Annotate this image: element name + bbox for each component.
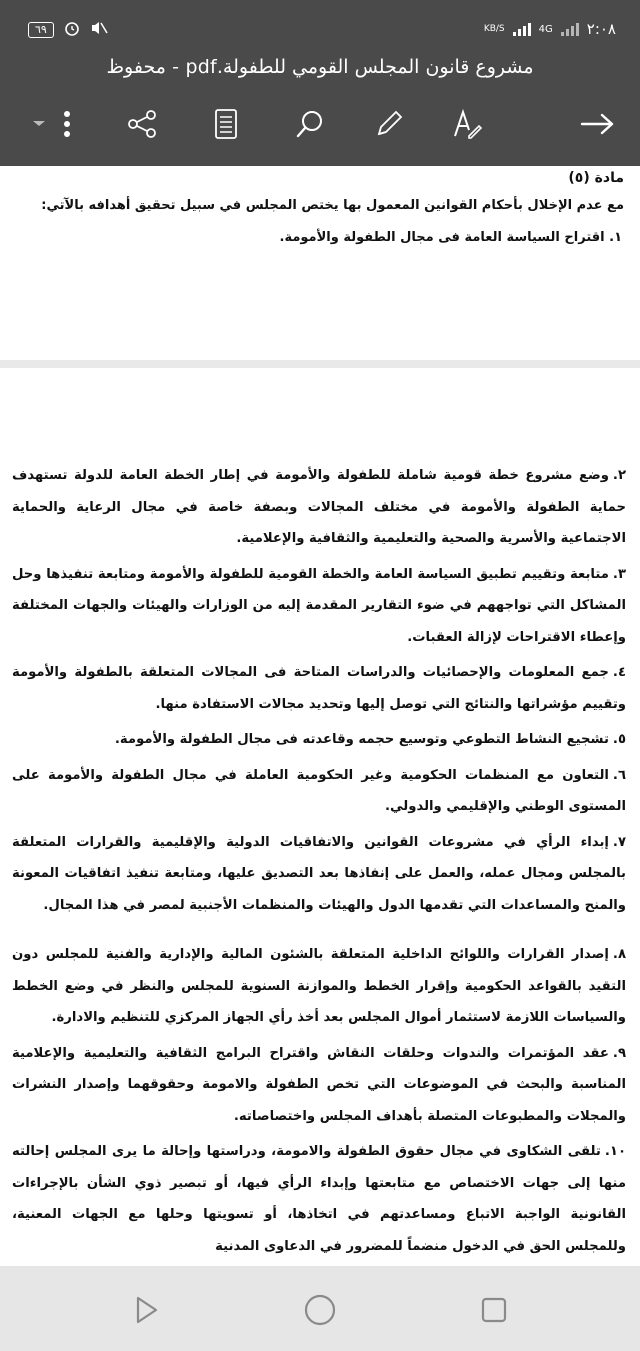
pdf-page-2 [0,368,640,1266]
signal-icon [513,22,531,36]
pen-icon[interactable] [365,100,413,148]
status-right [484,20,616,38]
recents-button[interactable] [474,1290,514,1330]
article-title: مادة (٥) [568,170,624,186]
share-icon[interactable] [118,100,166,148]
list-item: ٨.إصدار القرارات واللوائح الداخلية المتعلقة بالشئون المالية والإدارية والفنية للمجلس دون التقيد بالقواعد الحكومية وإقرار الخطط والموازنة السنوية للمجلس والنظر في وضع الخطط والسياسات اللازمة لاستثمار أموال المجلس بعد أخذ رأي الجهاز المركزي للتنظيم والادارة. [12,947,626,1025]
article-intro: مع عدم الإخلال بأحكام القوانين المعمول بها يختص المجلس في سبيل تحقيق أهدافه بالآتي: [41,198,624,213]
list-item: ٢.وضع مشروع خطة قومية شاملة للطفولة والأمومة في إطار الخطة العامة للدولة تستهدف حماية الطفولة والأمومة في مختلف المجالات وبصفة خاصة في مجال الرعاية والحماية الاجتماعية والأسرية والصحية والتعليمية والثقافية والإعلامية. [12,468,626,546]
alarm-icon [64,20,80,40]
document-title: مشروع قانون المجلس القومي للطفولة.pdf - محفوظ [106,56,534,78]
list-item: ٣.متابعة وتقييم تطبيق السياسة العامة والخطة القومية للطفولة والأمومة ومتابعة تنفيذها وحل المشاكل التي تواجههم في ضوء التقارير المقدمة إليه من الوزارات والهيئات والجهات المختلفة وإعطاء الاقتراحات لإزالة العقبات. [12,566,626,645]
mute-icon [90,20,108,40]
status-left [28,20,108,40]
top-app-bar [0,0,640,166]
signal-icon-2 [561,22,579,36]
document-viewer[interactable] [0,166,640,1266]
article-item-1: ١. اقتراح السياسة العامة فى مجال الطفولة والأمومة. [279,230,622,245]
list-item: ٩.عقد المؤتمرات والندوات وحلقات النقاش واقتراح البرامج الثقافية والتعليمية والإعلامية المناسبة والبحث في الموضوعات التي تخص الطفولة والامومة وحقوقهما وإصدار النشرات والمجلات والمطبوعات المتصلة بأهداف المجلس واختصاصاته. [12,1045,626,1124]
list-item: ٤.جمع المعلومات والإحصائيات والدراسات المتاحة فى المجالات المتعلقة بالطفولة والأمومة وتقييم مؤشراتها والنتائج التي توصل إليها وتحديد مجالات الاستفادة منها. [12,665,626,712]
back-button[interactable] [126,1290,166,1330]
list-item: ٥.تشجيع النشاط التطوعي وتوسيع حجمه وقاعدته فى مجال الطفولة والأمومة. [114,732,626,747]
text-edit-icon[interactable] [443,100,491,148]
list-item: ٧.إبداء الرأي في مشروعات القوانين والاتفاقيات الدولية والإقليمية والقرارات المتعلقة بالمجلس ومجال عمله، والعمل على إنفاذها بعد التصديق عليها، ومتابعة تنفيذ اتفاقيات المعونة والمنح والمساعدات التي تقدمها الدول والهيئات والمنظمات الأجنبية لمصر في هذا المجال. [12,834,626,913]
more-menu-icon[interactable] [22,100,82,148]
pdf-page-1 [0,166,640,360]
forward-arrow-icon[interactable] [574,100,622,148]
search-icon[interactable] [286,100,334,148]
system-nav-bar [0,1266,640,1351]
battery-indicator: ٦٩ [28,22,54,38]
clock: ٢:٠٨ [586,20,616,38]
page-separator [0,360,640,368]
article-items-list [12,460,626,1333]
list-item: ٦.التعاون مع المنظمات الحكومية وغير الحكومية العاملة في مجال الطفولة والأمومة على المستوى الوطني والإقليمي والدولي. [12,767,626,814]
network-type: 4G [538,23,553,35]
home-button[interactable] [300,1290,340,1330]
toolbar [0,100,640,160]
list-item: ١٠.تلقى الشكاوى في مجال حقوق الطفولة والامومة، ودراستها وإحالة ما يرى المجلس إحالته منها إلى جهات الاختصاص مع متابعتها وإبداء الرأي فيها، أو تبصير ذوي الشأن بالإجراءات القانونية الواجبة الاتباع ومساعدتهم في اتخاذها، أو تسويتها وحلها مع الجهات المعنية، وللمجلس الحق في الدخول منضماً للمضرور في الدعاوى المدنية [12,1144,626,1254]
network-speed-unit: KB/S [483,24,505,34]
status-bar [0,0,640,52]
page-view-icon[interactable] [202,100,250,148]
